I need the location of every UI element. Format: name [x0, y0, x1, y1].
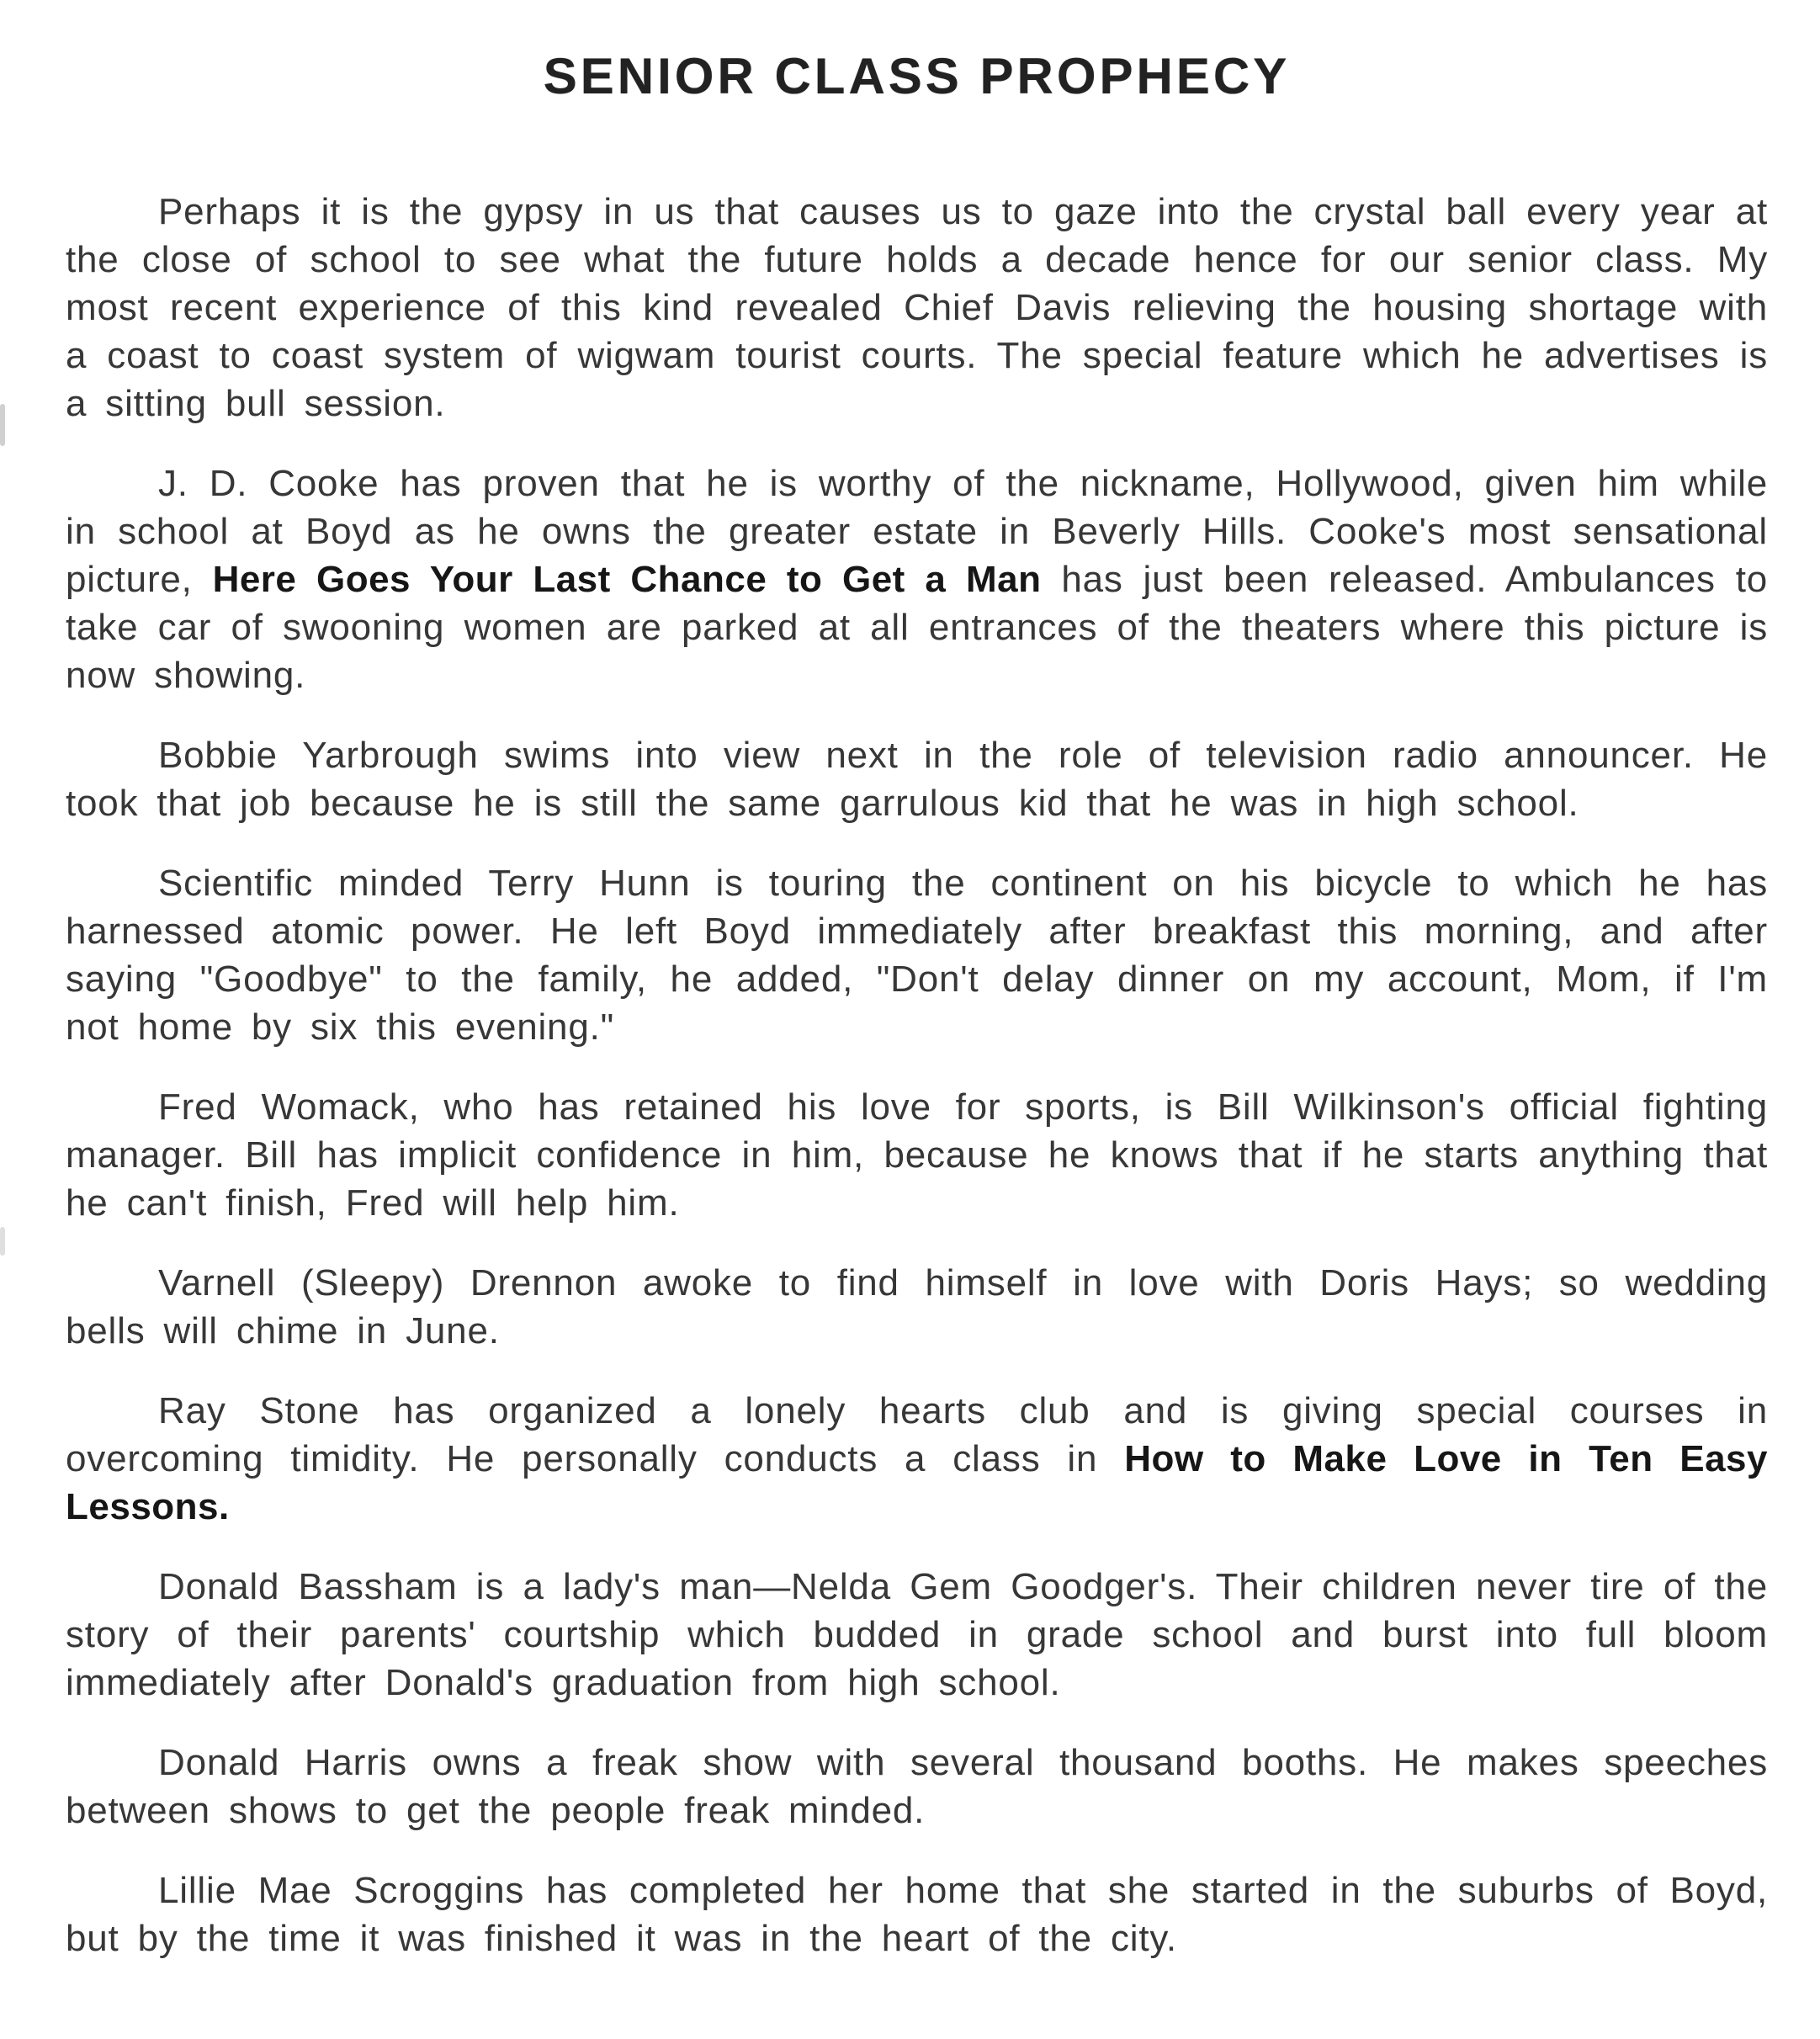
paragraph — [66, 1259, 1768, 1355]
document-body — [66, 188, 1768, 1962]
paragraph — [66, 1387, 1768, 1531]
paragraph — [66, 459, 1768, 699]
paragraph — [66, 731, 1768, 827]
paragraph — [66, 1083, 1768, 1227]
paragraph — [66, 1739, 1768, 1835]
text-run: Perhaps it is the gypsy in us that causes us to gaze into the crystal ball every year at the close of school to see what the future holds a decade hence for our senior class. My most recent experience of this kind revealed Chief Davis relieving the housing shortage with a coast to coast system of wigwam tourist courts. The special feature which he advertises is a sitting bull session. — [66, 191, 1768, 424]
paragraph — [66, 1563, 1768, 1707]
page-title: SENIOR CLASS PROPHECY — [543, 48, 1291, 104]
paragraph — [66, 1866, 1768, 1962]
text-run: Bobbie Yarbrough swims into view next in the role of television radio announcer. He took that job because he is still the same garrulous kid that he was in high school. — [66, 735, 1768, 824]
text-run: Donald Bassham is a lady's man—Nelda Gem Goodger's. Their children never tire of the story of their parents' courtship which budded in grade school and burst into full bloom immediately after Donald's graduation from high school. — [66, 1566, 1768, 1703]
book-title-bold: How to Make Love in Ten Easy Lessons. — [66, 1438, 1768, 1527]
scan-artifact — [0, 1227, 5, 1256]
text-run: Scientific minded Terry Hunn is touring the continent on his bicycle to which he has harnessed atomic power. He left Boyd immediately after breakfast this morning, and after saying "Goodbye" to the family, he added, "Don't delay dinner on my account, Mom, if I'm not home by six this evening." — [66, 863, 1768, 1048]
text-run: Varnell (Sleepy) Drennon awoke to find himself in love with Doris Hays; so wedding bells will chime in June. — [66, 1262, 1768, 1351]
scan-artifact — [0, 404, 5, 446]
text-run: has just been released. Ambulances to take car of swooning women are parked at all entrances of the theaters where this picture is now showing. — [66, 559, 1768, 696]
text-run: J. D. Cooke has proven that he is worthy of the nickname, Hollywood, given him while in school at Boyd as he owns the greater estate in Beverly Hills. Cooke's most sensational picture, — [66, 463, 1768, 600]
book-title-bold: Here Goes Your Last Chance to Get a Man — [212, 559, 1042, 600]
text-run: Ray Stone has organized a lonely hearts club and is giving special courses in overcoming timidity. He personally conducts a class in — [66, 1390, 1768, 1479]
paragraph — [66, 188, 1768, 427]
text-run: Donald Harris owns a freak show with several thousand booths. He makes speeches between shows to get the people freak minded. — [66, 1742, 1768, 1831]
text-run: Lillie Mae Scroggins has completed her home that she started in the suburbs of Boyd, but by the time it was finished it was in the heart of the city. — [66, 1870, 1768, 1959]
paragraph — [66, 859, 1768, 1051]
text-run: Fred Womack, who has retained his love for sports, is Bill Wilkinson's official fighting manager. Bill has implicit confidence in him, because he knows that if he starts anything that he can't finish, Fred will help him. — [66, 1086, 1768, 1224]
